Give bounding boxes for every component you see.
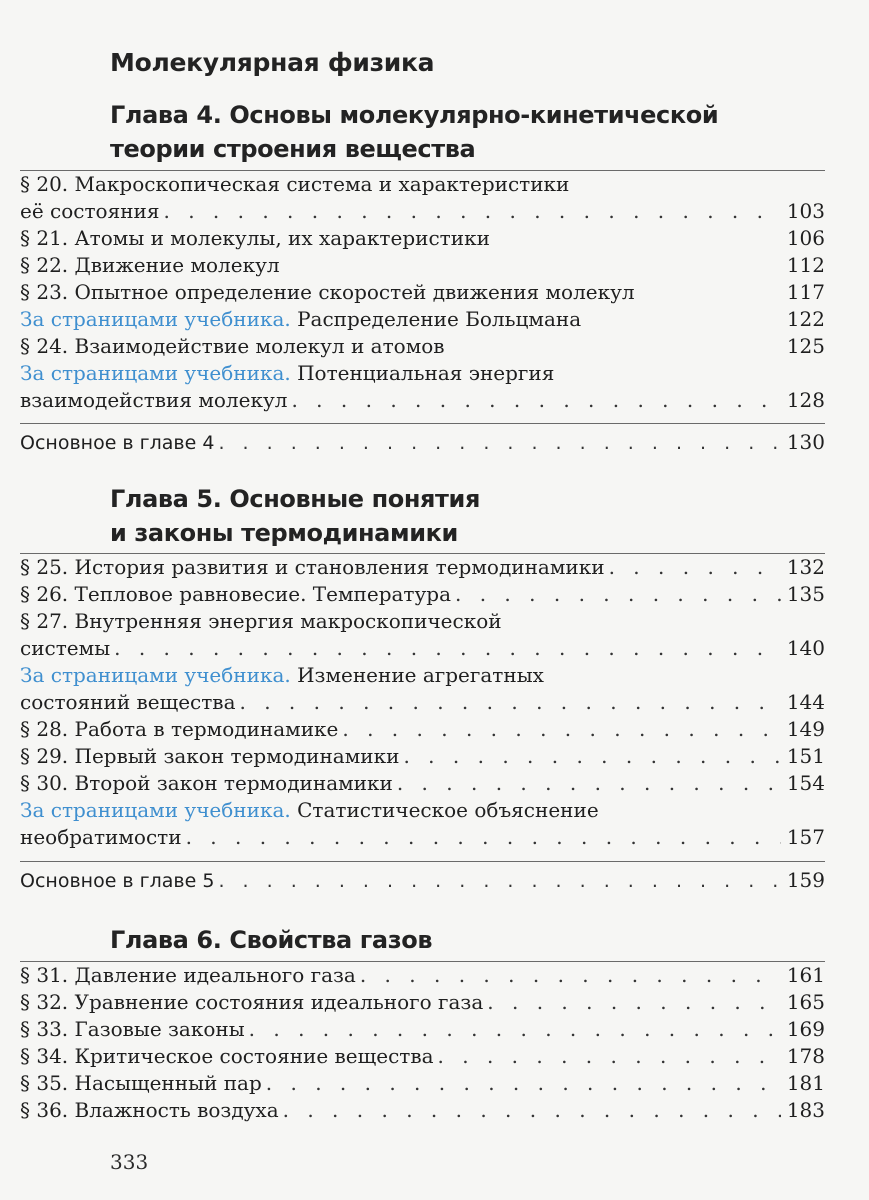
dot-leader bbox=[110, 635, 781, 662]
toc-entry-21[interactable] bbox=[20, 225, 825, 252]
entry-text: § 24. Взаимодействие молекул и атомов bbox=[20, 334, 445, 358]
dot-leader bbox=[451, 581, 781, 608]
toc-entry-20[interactable] bbox=[20, 171, 825, 225]
page-ref: 130 bbox=[786, 430, 825, 454]
dot-leader bbox=[214, 425, 781, 461]
page-ref: 125 bbox=[786, 334, 825, 358]
toc-entry-28[interactable] bbox=[20, 716, 825, 743]
toc-entry-27[interactable] bbox=[20, 608, 825, 662]
page-ref: 161 bbox=[786, 963, 825, 987]
page-ref: 103 bbox=[786, 199, 825, 223]
entry-text: § 36. Влажность воздуха bbox=[20, 1098, 279, 1122]
entry-text: её состояния bbox=[20, 199, 160, 223]
chapter-5-title bbox=[110, 482, 480, 550]
toc-entry-34[interactable] bbox=[20, 1043, 825, 1070]
page-number: 333 bbox=[110, 1150, 149, 1174]
page-ref: 157 bbox=[786, 825, 825, 849]
entry-text: § 23. Опытное определение скоростей движения молекул bbox=[20, 280, 635, 304]
summary-label: Основное в главе 5 bbox=[20, 870, 215, 892]
chapter-title-line: Глава 4. Основы молекулярно-кинетической bbox=[110, 101, 719, 129]
page-ref: 122 bbox=[786, 307, 825, 331]
entry-text: § 22. Движение молекул bbox=[20, 253, 280, 277]
toc-entry-31[interactable] bbox=[20, 962, 825, 989]
section-title: Молекулярная физика bbox=[110, 48, 435, 77]
toc-entry-32[interactable] bbox=[20, 989, 825, 1016]
page-ref: 151 bbox=[786, 744, 825, 768]
chapter-6-entries bbox=[20, 961, 825, 1124]
toc-entry-36[interactable] bbox=[20, 1097, 825, 1124]
page-ref: 178 bbox=[786, 1044, 825, 1068]
page-ref: 132 bbox=[786, 555, 825, 579]
page-ref: 144 bbox=[786, 690, 825, 714]
entry-text: Потенциальная энергия bbox=[290, 361, 555, 385]
entry-text: § 29. Первый закон термодинамики bbox=[20, 744, 400, 768]
dot-leader bbox=[214, 863, 781, 899]
dot-leader bbox=[483, 989, 781, 1016]
dot-leader bbox=[287, 387, 781, 414]
extra-prefix: За страницами учебника. bbox=[20, 798, 291, 822]
dot-leader bbox=[182, 824, 781, 851]
dot-leader bbox=[393, 770, 781, 797]
dot-leader bbox=[434, 1043, 781, 1070]
entry-text: § 33. Газовые законы bbox=[20, 1017, 245, 1041]
entry-text: § 28. Работа в термодинамике bbox=[20, 717, 339, 741]
chapter-6-title bbox=[110, 923, 432, 957]
page-ref: 154 bbox=[786, 771, 825, 795]
dot-leader bbox=[245, 1016, 781, 1043]
toc-entry-extra-aggregate[interactable] bbox=[20, 662, 825, 716]
entry-text: взаимодействия молекул bbox=[20, 388, 288, 412]
entry-text: § 26. Тепловое равновесие. Температура bbox=[20, 582, 451, 606]
entry-text: § 35. Насыщенный пар bbox=[20, 1071, 262, 1095]
page-ref: 181 bbox=[786, 1071, 825, 1095]
entry-text: системы bbox=[20, 636, 111, 660]
toc-entry-22[interactable] bbox=[20, 252, 825, 279]
chapter-title-line: и законы термодинамики bbox=[110, 519, 458, 547]
page-ref: 165 bbox=[786, 990, 825, 1014]
entry-text: Статистическое объяснение bbox=[290, 798, 599, 822]
toc-entry-35[interactable] bbox=[20, 1070, 825, 1097]
entry-text: § 31. Давление идеального газа bbox=[20, 963, 356, 987]
page-ref: 159 bbox=[786, 868, 825, 892]
page-ref: 140 bbox=[786, 636, 825, 660]
toc-entry-extra-irreversibility[interactable] bbox=[20, 797, 825, 851]
page-ref: 169 bbox=[786, 1017, 825, 1041]
toc-entry-24[interactable] bbox=[20, 333, 825, 360]
entry-text: Распределение Больцмана bbox=[290, 307, 582, 331]
chapter-5-entries bbox=[20, 553, 825, 851]
entry-text: § 30. Второй закон термодинамики bbox=[20, 771, 393, 795]
entry-text: § 25. История развития и становления термодинамики bbox=[20, 555, 605, 579]
entry-text: § 20. Макроскопическая система и характеристики bbox=[20, 172, 570, 196]
toc-entry-30[interactable] bbox=[20, 770, 825, 797]
page-ref: 149 bbox=[786, 717, 825, 741]
extra-prefix: За страницами учебника. bbox=[20, 307, 291, 331]
dot-leader bbox=[279, 1097, 781, 1124]
chapter-title-line: Глава 5. Основные понятия bbox=[110, 485, 480, 513]
entry-text: § 27. Внутренняя энергия макроскопической bbox=[20, 609, 502, 633]
entry-text: необратимости bbox=[20, 825, 182, 849]
entry-text: состояний вещества bbox=[20, 690, 236, 714]
dot-leader bbox=[356, 962, 781, 989]
entry-text: § 21. Атомы и молекулы, их характеристики bbox=[20, 226, 490, 250]
chapter-4-summary[interactable] bbox=[20, 423, 825, 460]
chapter-4-entries bbox=[20, 170, 825, 414]
dot-leader bbox=[262, 1070, 781, 1097]
extra-prefix: За страницами учебника. bbox=[20, 663, 291, 687]
toc-entry-extra-potential[interactable] bbox=[20, 360, 825, 414]
chapter-5-summary[interactable] bbox=[20, 861, 825, 898]
toc-entry-29[interactable] bbox=[20, 743, 825, 770]
toc-entry-33[interactable] bbox=[20, 1016, 825, 1043]
page-ref: 106 bbox=[786, 226, 825, 250]
toc-entry-23[interactable] bbox=[20, 279, 825, 306]
toc-entry-26[interactable] bbox=[20, 581, 825, 608]
page-ref: 128 bbox=[786, 388, 825, 412]
page-ref: 183 bbox=[786, 1098, 825, 1122]
dot-leader bbox=[399, 743, 781, 770]
chapter-title-line: Глава 6. Свойства газов bbox=[110, 926, 433, 954]
dot-leader bbox=[605, 554, 781, 581]
toc-entry-25[interactable] bbox=[20, 554, 825, 581]
summary-label: Основное в главе 4 bbox=[20, 432, 215, 454]
dot-leader bbox=[159, 198, 781, 225]
extra-prefix: За страницами учебника. bbox=[20, 361, 291, 385]
dot-leader bbox=[338, 716, 781, 743]
dot-leader bbox=[236, 689, 782, 716]
page-ref: 112 bbox=[786, 253, 825, 277]
toc-entry-extra-boltzmann[interactable] bbox=[20, 306, 825, 333]
chapter-4-title bbox=[110, 98, 718, 166]
entry-text: § 32. Уравнение состояния идеального газа bbox=[20, 990, 484, 1014]
entry-text: § 34. Критическое состояние вещества bbox=[20, 1044, 434, 1068]
chapter-title-line: теории строения вещества bbox=[110, 135, 476, 163]
page-ref: 135 bbox=[786, 582, 825, 606]
page-ref: 117 bbox=[786, 280, 825, 304]
entry-text: Изменение агрегатных bbox=[290, 663, 544, 687]
